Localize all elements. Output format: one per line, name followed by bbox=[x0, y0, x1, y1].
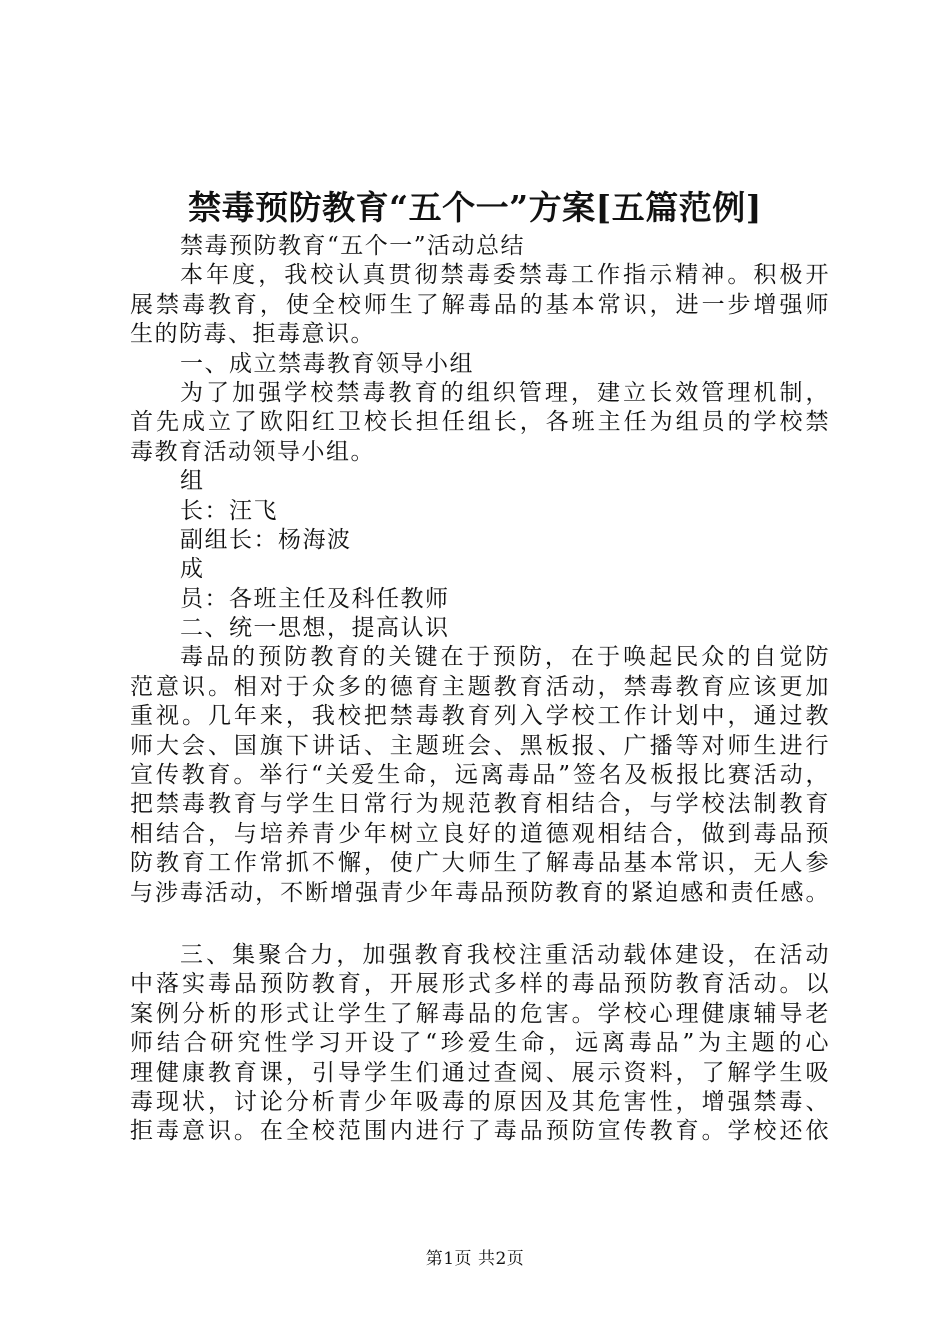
paragraph-line: 重视。几年来，我校把禁毒教育列入学校工作计划中，通过教 bbox=[130, 703, 830, 730]
paragraph-line: 范意识。相对于众多的德育主题教育活动，禁毒教育应该更加 bbox=[130, 673, 830, 700]
roster-line: 员：各班主任及科任教师 bbox=[180, 585, 450, 612]
roster-line: 副组长：杨海波 bbox=[180, 526, 352, 553]
document-body bbox=[130, 232, 830, 1147]
paragraph-line: 首先成立了欧阳红卫校长担任组长，各班主任为组员的学校禁 bbox=[130, 409, 830, 436]
paragraph-line: 防教育工作常抓不懈，使广大师生了解毒品基本常识，无人参 bbox=[130, 850, 830, 877]
paragraph-line: 本年度，我校认真贯彻禁毒委禁毒工作指示精神。积极开 bbox=[180, 262, 830, 289]
page-number: 第1页 共2页 bbox=[425, 1249, 525, 1269]
paragraph-line: 师结合研究性学习开设了“珍爱生命，远离毒品”为主题的心 bbox=[130, 1030, 830, 1057]
paragraph-line: 毒现状，讨论分析青少年吸毒的原因及其危害性，增强禁毒、 bbox=[130, 1088, 830, 1115]
paragraph-line: 三、集聚合力，加强教育我校注重活动载体建设，在活动 bbox=[180, 941, 830, 968]
paragraph-line: 案例分析的形式让学生了解毒品的危害。学校心理健康辅导老 bbox=[130, 1000, 830, 1027]
paragraph-line: 理健康教育课，引导学生们通过查阅、展示资料，了解学生吸 bbox=[130, 1059, 830, 1086]
roster-line: 组 bbox=[180, 468, 205, 495]
section-heading: 二、统一思想，提高认识 bbox=[180, 615, 450, 642]
subtitle-line: 禁毒预防教育“五个一”活动总结 bbox=[180, 233, 526, 259]
paragraph-line: 为了加强学校禁毒教育的组织管理，建立长效管理机制， bbox=[180, 379, 830, 406]
paragraph-line: 相结合，与培养青少年树立良好的道德观相结合，做到毒品预 bbox=[130, 820, 830, 847]
paragraph-line: 展禁毒教育，使全校师生了解毒品的基本常识，进一步增强师 bbox=[130, 291, 830, 318]
roster-line: 成 bbox=[180, 556, 205, 583]
paragraph-line: 生的防毒、拒毒意识。 bbox=[130, 321, 375, 348]
paragraph-gap bbox=[130, 908, 830, 941]
paragraph-line: 拒毒意识。在全校范围内进行了毒品预防宣传教育。学校还依 bbox=[130, 1118, 830, 1145]
paragraph-line: 师大会、国旗下讲话、主题班会、黑板报、广播等对师生进行 bbox=[130, 732, 830, 759]
roster-line: 长：汪飞 bbox=[180, 497, 278, 524]
paragraph-line: 与涉毒活动，不断增强青少年毒品预防教育的紧迫感和责任感。 bbox=[130, 879, 830, 906]
paragraph-line: 宣传教育。举行“关爱生命，远离毒品”签名及板报比赛活动， bbox=[130, 762, 830, 789]
paragraph-line: 中落实毒品预防教育，开展形式多样的毒品预防教育活动。以 bbox=[130, 971, 830, 998]
section-heading: 一、成立禁毒教育领导小组 bbox=[180, 350, 474, 377]
paragraph-line: 毒教育活动领导小组。 bbox=[130, 438, 375, 465]
paragraph-line: 把禁毒教育与学生日常行为规范教育相结合，与学校法制教育 bbox=[130, 791, 830, 818]
paragraph-line: 毒品的预防教育的关键在于预防，在于唤起民众的自觉防 bbox=[180, 644, 830, 671]
document-title: 禁毒预防教育“五个一”方案[五篇范例] bbox=[188, 188, 762, 227]
